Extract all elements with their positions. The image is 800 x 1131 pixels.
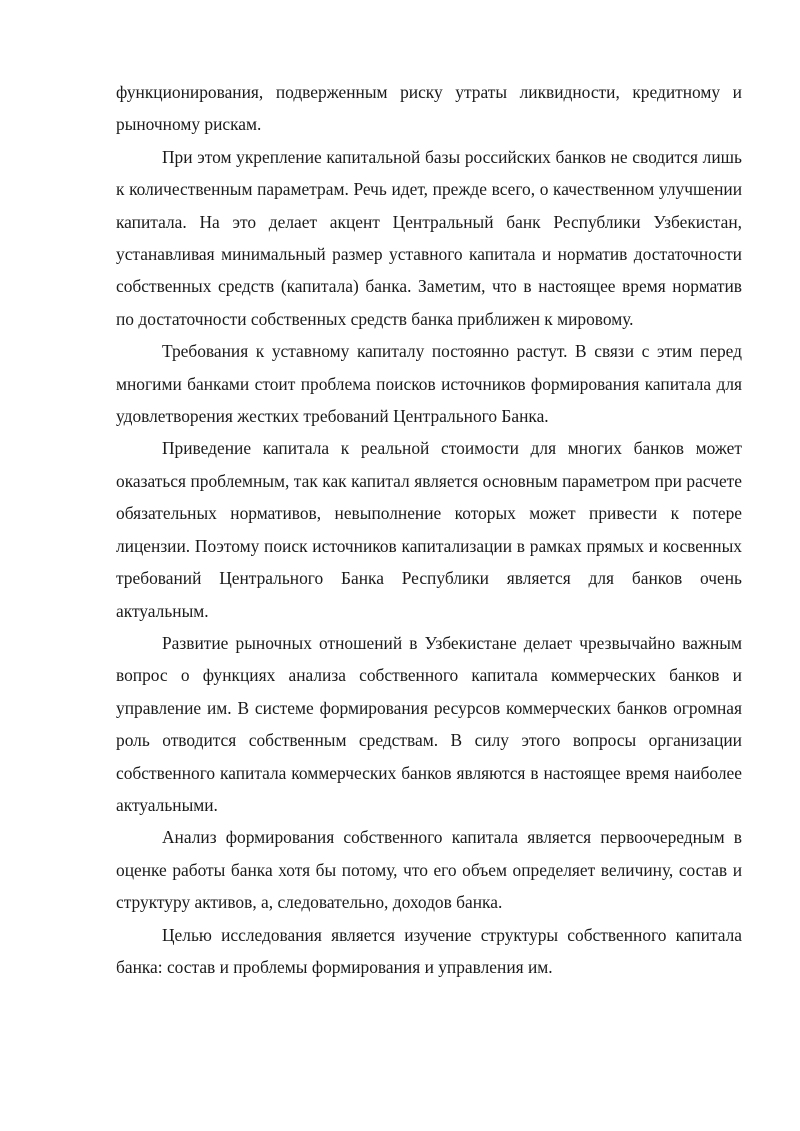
paragraph-capital-requirements: Требования к уставному капиталу постоянно растут. В связи с этим перед многими банками стоит проблема поисков источников формирования капитала для удовлетворения жестких требований Центрального Банка.: [116, 341, 742, 427]
paragraph-real-value: Приведение капитала к реальной стоимости для многих банков может оказаться проблемным, так как капитал является основным параметром при расчете обязательных нормативов, невыполнение которых может привести к потере лицензии. Поэтому поиск источников капитализации в рамках прямых и косвенных требований Центрального Банка Республики является для банков очень актуальным.: [116, 438, 742, 621]
document-body: [116, 76, 742, 983]
paragraph-continuation: функционирования, подверженным риску утраты ликвидности, кредитному и рыночному рискам.: [116, 82, 742, 135]
paragraph-capital-base: При этом укрепление капитальной базы российских банков не сводится лишь к количественным параметрам. Речь идет, прежде всего, о качественном улучшении капитала. На это делает акцент Центральный банк Республики Узбекистан, устанавливая минимальный размер уставного капитала и норматив достаточности собственных средств (капитала) банка. Заметим, что в настоящее время норматив по достаточности собственных средств банка приближен к мировому.: [116, 146, 742, 329]
paragraph-research-goal: Целью исследования является изучение структуры собственного капитала банка: состав и проблемы формирования и управления им.: [116, 924, 742, 977]
paragraph-capital-analysis: Анализ формирования собственного капитала является первоочередным в оценке работы банка хотя бы потому, что его объем определяет величину, состав и структуру активов, а, следовательно, доходов банка.: [116, 827, 742, 913]
paragraph-market-relations: Развитие рыночных отношений в Узбекистане делает чрезвычайно важным вопрос о функциях анализа собственного капитала коммерческих банков и управление им. В системе формирования ресурсов коммерческих банков огромная роль отводится собственным средствам. В силу этого вопросы организации собственного капитала коммерческих банков являются в настоящее время наиболее актуальными.: [116, 632, 742, 815]
